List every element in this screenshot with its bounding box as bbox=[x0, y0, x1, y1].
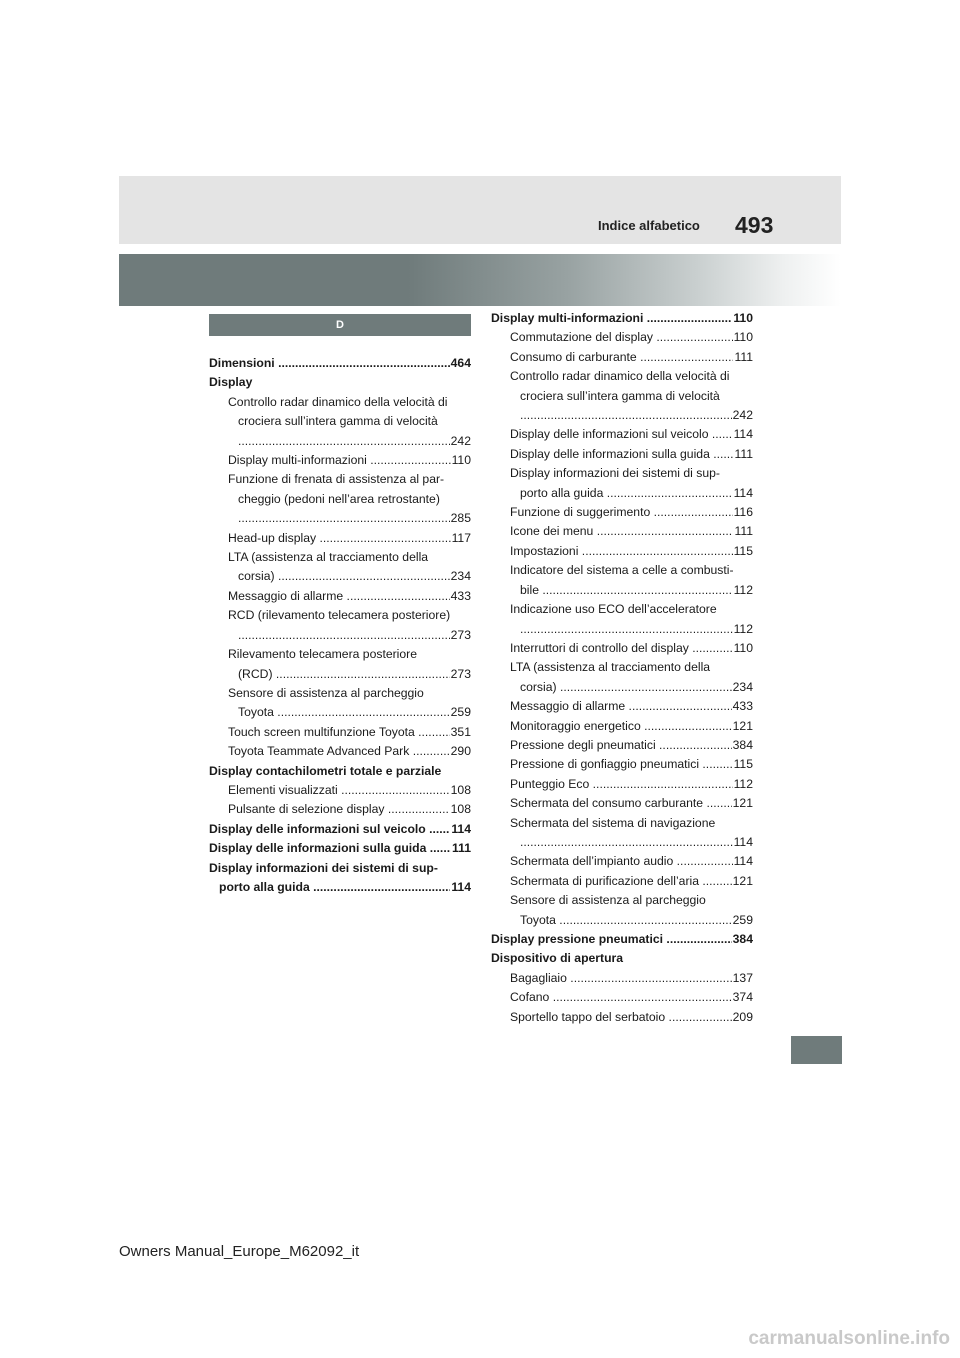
index-entry-text: Display contachilometri totale e parziale bbox=[209, 763, 442, 778]
index-entry bbox=[209, 606, 471, 645]
index-entry bbox=[491, 522, 753, 541]
index-entry bbox=[491, 348, 753, 367]
index-entry-text: Bagagliaio ..... bbox=[510, 969, 753, 988]
index-entry-text: Controllo radar dinamico della velocità di bbox=[510, 369, 730, 384]
index-entry-page: 115 bbox=[733, 542, 753, 561]
index-entry-page: 290 bbox=[450, 742, 471, 761]
index-entry-page: 114 bbox=[733, 833, 753, 852]
index-entry bbox=[491, 697, 753, 716]
index-entry bbox=[209, 742, 471, 761]
index-entry-text: Sensore di assistenza al parcheggio bbox=[510, 893, 706, 908]
index-entry bbox=[209, 548, 471, 587]
index-entry-page: 259 bbox=[732, 911, 753, 930]
index-entry-text: Monitoraggio energetico ..... bbox=[510, 717, 753, 736]
index-entry-page: 114 bbox=[450, 878, 471, 897]
index-entry bbox=[209, 645, 471, 684]
index-entry-text: Schermata dell’impianto audio ..... bbox=[510, 852, 753, 871]
index-entry-text: Display multi-informazioni ..... bbox=[228, 451, 471, 470]
index-entry-text: Funzione di suggerimento ..... bbox=[510, 503, 753, 522]
index-entry-text: (RCD) ..... bbox=[228, 665, 471, 684]
index-entry bbox=[491, 891, 753, 930]
index-entry bbox=[491, 775, 753, 794]
index-entry-text: Display pressione pneumatici ..... bbox=[491, 930, 753, 949]
index-entry bbox=[491, 600, 753, 639]
index-entry-text: Pressione degli pneumatici ..... bbox=[510, 736, 753, 755]
index-entry-page: 111 bbox=[733, 348, 753, 367]
index-entry-text: Interruttori di controllo del display ..... bbox=[510, 639, 753, 658]
index-entry bbox=[209, 723, 471, 742]
decorative-gradient-band bbox=[119, 254, 841, 306]
index-entry-text: Indicatore del sistema a celle a combusti- bbox=[510, 563, 734, 578]
index-entry bbox=[491, 988, 753, 1007]
index-entry bbox=[209, 470, 471, 528]
index-entry-text: Display delle informazioni sul veicolo ..... bbox=[510, 425, 753, 444]
index-entry-text: Toyota Teammate Advanced Park ..... bbox=[228, 742, 471, 761]
index-entry-page: 110 bbox=[451, 451, 471, 470]
index-entry bbox=[209, 820, 471, 839]
index-entry-page: 351 bbox=[450, 723, 471, 742]
index-entry-text: Head-up display ..... bbox=[228, 529, 471, 548]
index-entry-page: 273 bbox=[450, 626, 471, 645]
index-entry-text: LTA (assistenza al tracciamento della bbox=[228, 550, 429, 565]
index-entry-text bbox=[228, 432, 471, 451]
index-entry-text: Pulsante di selezione display ..... bbox=[228, 800, 471, 819]
index-entry-text: Messaggio di allarme ..... bbox=[510, 697, 753, 716]
index-entry bbox=[491, 1008, 753, 1027]
index-entry-text: Display informazioni dei sistemi di sup- bbox=[510, 466, 720, 481]
index-entry bbox=[491, 464, 753, 503]
index-entry-text bbox=[228, 626, 471, 645]
index-entry-text: Rilevamento telecamera posteriore bbox=[228, 647, 417, 662]
index-entry-text: crociera sull’intera gamma di velocità bbox=[238, 414, 438, 429]
index-entry-page: 110 bbox=[733, 639, 753, 658]
index-entry-page: 384 bbox=[732, 930, 753, 949]
index-entry-page: 259 bbox=[450, 703, 471, 722]
index-entry-text: RCD (rilevamento telecamera posteriore) bbox=[228, 608, 451, 623]
index-entry bbox=[491, 425, 753, 444]
index-entry-text: Messaggio di allarme ..... bbox=[228, 587, 471, 606]
index-entry bbox=[491, 814, 753, 853]
index-entry bbox=[209, 529, 471, 548]
index-entry bbox=[491, 755, 753, 774]
page-number: 493 bbox=[735, 212, 774, 238]
index-entry bbox=[491, 658, 753, 697]
index-entry-text: Pressione di gonfiaggio pneumatici ..... bbox=[510, 755, 753, 774]
index-entry-page: 108 bbox=[450, 781, 471, 800]
index-entry-page: 121 bbox=[732, 872, 753, 891]
index-entry-text: Touch screen multifunzione Toyota ..... bbox=[228, 723, 471, 742]
index-entry-text: Indicazione uso ECO dell’acceleratore bbox=[510, 602, 717, 617]
index-entry-page: 121 bbox=[732, 794, 753, 813]
index-column-left bbox=[209, 314, 471, 897]
index-entry-text: Dimensioni ..... bbox=[209, 354, 471, 373]
index-entry bbox=[491, 561, 753, 600]
index-entry-page: 273 bbox=[450, 665, 471, 684]
index-entry bbox=[209, 781, 471, 800]
index-entry bbox=[491, 309, 753, 328]
index-entry bbox=[491, 503, 753, 522]
index-entry-text bbox=[510, 620, 753, 639]
index-entry-page: 464 bbox=[450, 354, 471, 373]
index-entry-text: Sensore di assistenza al parcheggio bbox=[228, 685, 424, 700]
index-entry-page: 111 bbox=[733, 522, 753, 541]
index-entry-text: bile ..... bbox=[510, 581, 753, 600]
index-entry-text bbox=[510, 833, 753, 852]
index-entry-page: 112 bbox=[733, 775, 753, 794]
index-entry-text: corsia) ..... bbox=[510, 678, 753, 697]
index-entry bbox=[491, 794, 753, 813]
index-entry-text: Schermata del sistema di navigazione bbox=[510, 815, 716, 830]
index-entry-page: 112 bbox=[733, 620, 753, 639]
index-entry-text: Display multi-informazioni ..... bbox=[491, 309, 753, 328]
index-entry bbox=[209, 762, 471, 781]
index-entry-text: Dispositivo di apertura bbox=[491, 951, 624, 966]
index-entry-text: Funzione di frenata di assistenza al par- bbox=[228, 472, 445, 487]
index-entry-text bbox=[228, 509, 471, 528]
index-entry-text: Icone dei menu ..... bbox=[510, 522, 753, 541]
index-entry bbox=[209, 451, 471, 470]
footer-document-id: Owners Manual_Europe_M62092_it bbox=[119, 1243, 360, 1260]
index-entry-page: 433 bbox=[450, 587, 471, 606]
index-entry-page: 234 bbox=[450, 567, 471, 586]
index-entry bbox=[209, 800, 471, 819]
index-entry bbox=[491, 872, 753, 891]
index-entry-page: 110 bbox=[733, 328, 753, 347]
index-entry bbox=[491, 328, 753, 347]
index-entry bbox=[491, 969, 753, 988]
section-title: Indice alfabetico bbox=[598, 218, 700, 233]
index-entry-page: 112 bbox=[733, 581, 753, 600]
index-entry-page: 108 bbox=[450, 800, 471, 819]
index-entry-page: 110 bbox=[732, 309, 753, 328]
index-entry bbox=[209, 354, 471, 373]
index-entry-text: Consumo di carburante ..... bbox=[510, 348, 753, 367]
index-entry-page: 111 bbox=[733, 445, 753, 464]
index-entry-page: 116 bbox=[733, 503, 753, 522]
index-entry-text: Display delle informazioni sulla guida ..... bbox=[510, 445, 753, 464]
index-entry-text: corsia) ..... bbox=[228, 567, 471, 586]
index-entry-page: 433 bbox=[732, 697, 753, 716]
index-entry-page: 242 bbox=[732, 406, 753, 425]
index-entries-left bbox=[209, 354, 471, 897]
index-entry bbox=[209, 587, 471, 606]
index-entry-text: porto alla guida ..... bbox=[209, 878, 471, 897]
index-entry bbox=[491, 949, 753, 968]
index-entry bbox=[491, 717, 753, 736]
index-entry-page: 137 bbox=[732, 969, 753, 988]
index-entry-page: 121 bbox=[732, 717, 753, 736]
index-entry-text: Display bbox=[209, 375, 253, 390]
index-entry-page: 114 bbox=[733, 484, 753, 503]
index-entry bbox=[491, 736, 753, 755]
index-entry bbox=[491, 852, 753, 871]
index-entry-text: porto alla guida ..... bbox=[510, 484, 753, 503]
index-entry bbox=[491, 930, 753, 949]
index-entry bbox=[491, 542, 753, 561]
index-entry-text: cheggio (pedoni nell’area retrostante) bbox=[238, 491, 440, 506]
index-entry bbox=[209, 373, 471, 392]
index-entry bbox=[209, 684, 471, 723]
index-entry bbox=[209, 393, 471, 451]
index-entry-text: Impostazioni ..... bbox=[510, 542, 753, 561]
index-entry-page: 114 bbox=[733, 852, 753, 871]
index-entry-page: 114 bbox=[450, 820, 471, 839]
index-entry-text: Cofano ..... bbox=[510, 988, 753, 1007]
index-entry-text: Display informazioni dei sistemi di sup- bbox=[209, 860, 438, 875]
index-entry-text: Toyota ..... bbox=[228, 703, 471, 722]
index-entry-text: Sportello tappo del serbatoio ..... bbox=[510, 1008, 753, 1027]
index-entries-right bbox=[491, 309, 753, 1027]
index-entry bbox=[209, 859, 471, 898]
index-entry-page: 374 bbox=[732, 988, 753, 1007]
letter-header: D bbox=[209, 314, 471, 336]
index-column-right bbox=[491, 309, 753, 1027]
index-entry-text: crociera sull’intera gamma di velocità bbox=[520, 388, 720, 403]
index-entry-page: 209 bbox=[732, 1008, 753, 1027]
index-entry bbox=[491, 639, 753, 658]
index-entry bbox=[209, 839, 471, 858]
index-entry-page: 114 bbox=[733, 425, 753, 444]
index-entry-page: 117 bbox=[451, 529, 471, 548]
index-entry-page: 111 bbox=[451, 839, 471, 858]
index-entry-text: Elementi visualizzati ..... bbox=[228, 781, 471, 800]
index-entry-text: LTA (assistenza al tracciamento della bbox=[510, 660, 711, 675]
index-entry-text bbox=[510, 406, 753, 425]
section-side-tab bbox=[791, 1036, 842, 1064]
index-entry bbox=[491, 445, 753, 464]
index-entry-text: Controllo radar dinamico della velocità di bbox=[228, 394, 448, 409]
index-entry-page: 234 bbox=[732, 678, 753, 697]
index-entry-page: 115 bbox=[733, 755, 753, 774]
header-band bbox=[119, 176, 841, 244]
index-entry-page: 242 bbox=[450, 432, 471, 451]
index-entry-text: Schermata del consumo carburante ..... bbox=[510, 794, 753, 813]
index-entry-text: Schermata di purificazione dell’aria ..... bbox=[510, 872, 753, 891]
index-entry bbox=[491, 367, 753, 425]
index-entry-text: Display delle informazioni sulla guida ..... bbox=[209, 839, 471, 858]
watermark: carmanualsonline.info bbox=[748, 1328, 950, 1349]
index-entry-page: 384 bbox=[732, 736, 753, 755]
index-entry-text: Display delle informazioni sul veicolo ..... bbox=[209, 820, 471, 839]
index-entry-text: Punteggio Eco ..... bbox=[510, 775, 753, 794]
index-entry-page: 285 bbox=[450, 509, 471, 528]
index-entry-text: Commutazione del display ..... bbox=[510, 328, 753, 347]
index-entry-text: Toyota ..... bbox=[510, 911, 753, 930]
